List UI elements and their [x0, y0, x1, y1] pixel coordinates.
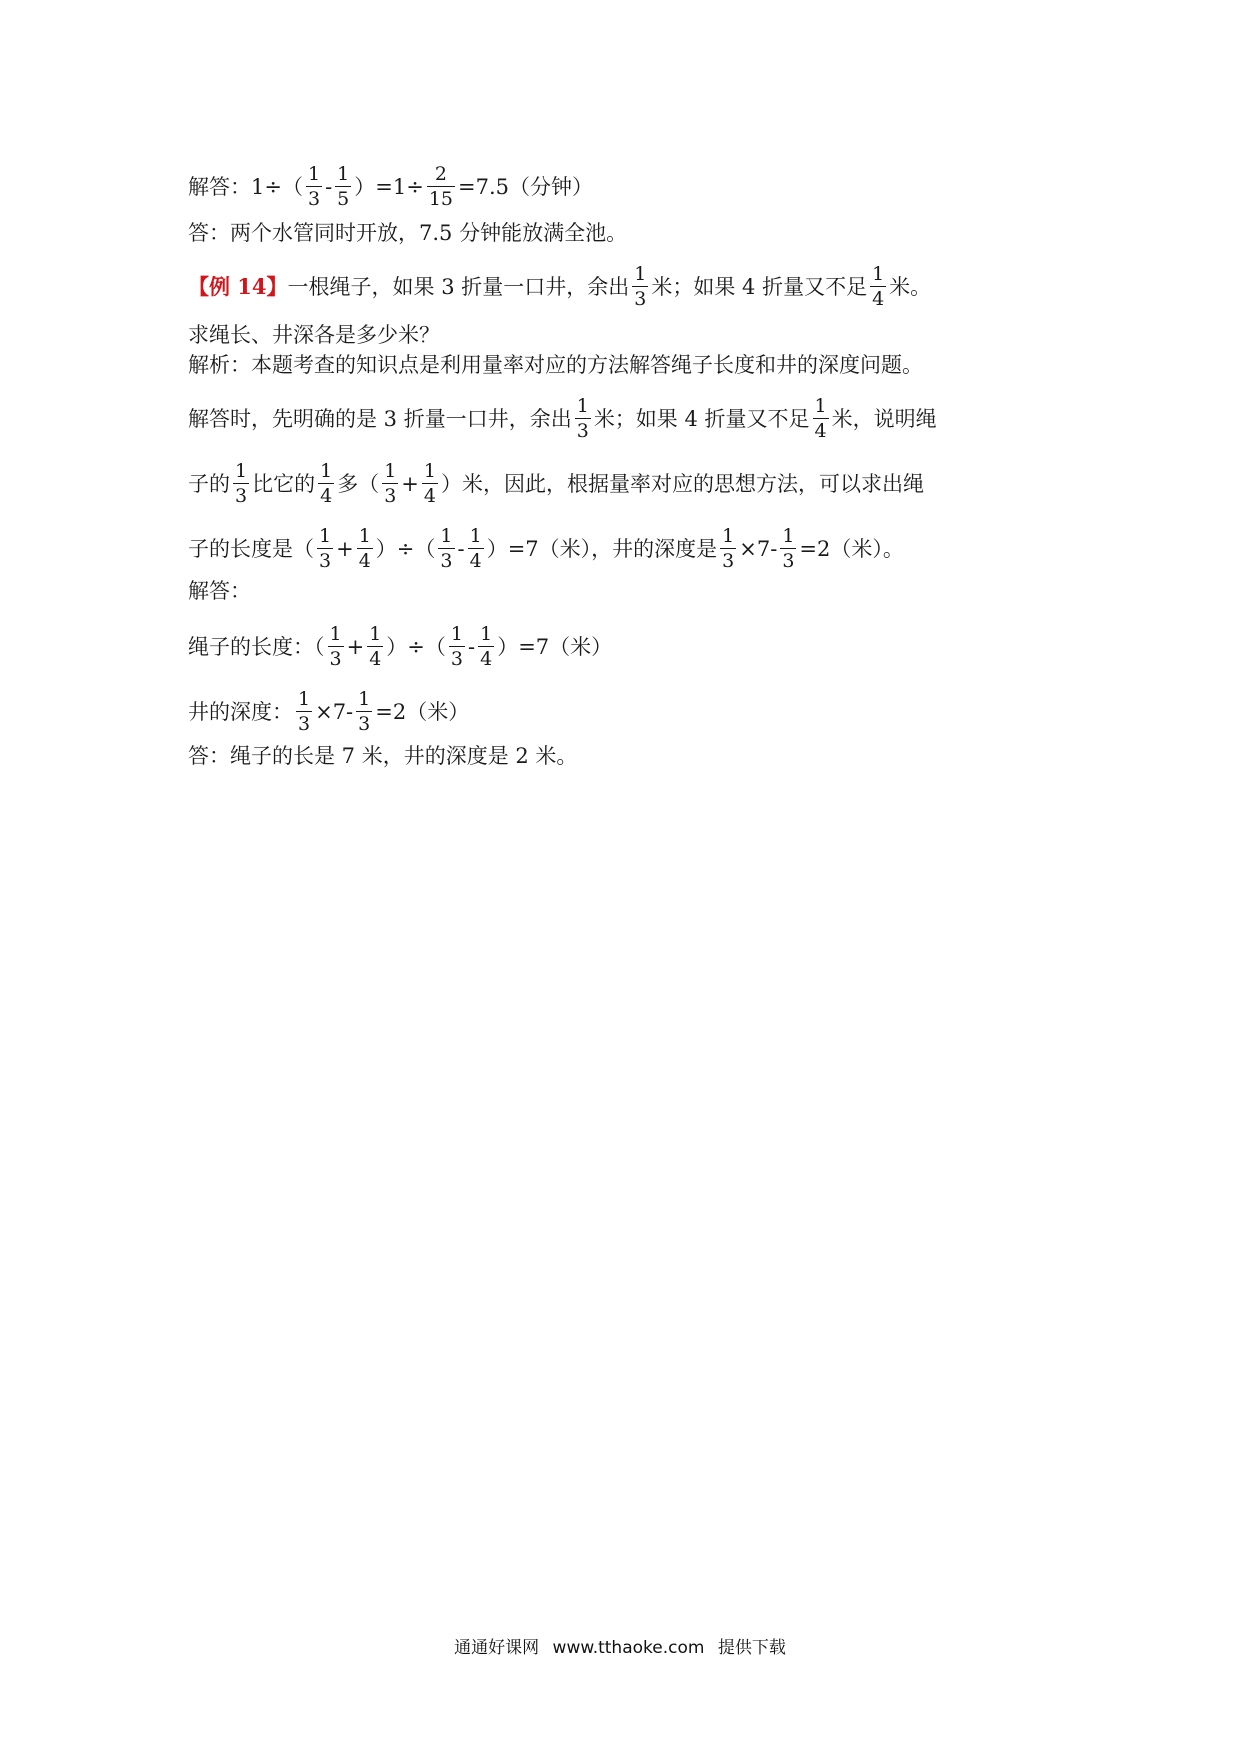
- text-segment: =2（米）。: [799, 537, 904, 561]
- fraction: [813, 394, 829, 443]
- fraction: [449, 622, 465, 671]
- numerator: 1: [358, 525, 371, 547]
- text-segment: ）÷（: [386, 635, 446, 659]
- denominator: 4: [369, 648, 382, 670]
- text-segment: 子的长度是（: [188, 537, 314, 561]
- denominator: 4: [814, 420, 827, 442]
- text-segment: +: [401, 472, 419, 496]
- fraction: [335, 162, 351, 211]
- fraction: [870, 262, 886, 311]
- analysis-line-3: [188, 461, 924, 510]
- denominator: 3: [358, 713, 371, 735]
- fraction: [382, 459, 398, 508]
- text-segment: 米，说明绳: [831, 407, 937, 431]
- text-segment: 多（: [337, 472, 380, 496]
- text-segment: ×7-: [315, 700, 354, 724]
- numerator: 1: [722, 525, 735, 547]
- text-segment: -: [325, 175, 333, 199]
- analysis-line-1: 解析：本题考查的知识点是利用量率对应的方法解答绳子长度和井的深度问题。: [188, 353, 923, 377]
- well-depth-line: [188, 689, 469, 738]
- example-tag: 【例 14】: [188, 274, 288, 299]
- denominator: 3: [307, 188, 321, 210]
- rope-length-line: [188, 624, 612, 673]
- numerator: 1: [423, 460, 436, 482]
- analysis-line-2: [188, 396, 937, 445]
- text-segment: ）=7（米）: [497, 635, 613, 659]
- fraction: [422, 459, 438, 508]
- numerator: 2: [434, 163, 447, 185]
- denominator: 15: [428, 188, 454, 210]
- denominator: 4: [872, 288, 885, 310]
- fraction: [357, 524, 373, 573]
- numerator: 1: [384, 460, 397, 482]
- text-segment: -: [468, 635, 476, 659]
- fraction: [427, 162, 455, 211]
- numerator: 1: [319, 525, 332, 547]
- final-answer-line: 答：绳子的长是 7 米，井的深度是 2 米。: [188, 744, 578, 768]
- text-segment: 绳子的长度：（: [188, 635, 325, 659]
- numerator: 1: [480, 623, 493, 645]
- numerator: 1: [469, 525, 482, 547]
- denominator: 5: [337, 188, 350, 210]
- denominator: 4: [480, 648, 493, 670]
- fraction: [575, 394, 591, 443]
- fraction: [632, 262, 648, 311]
- numerator: 1: [298, 688, 311, 710]
- footer-url[interactable]: www.tthaoke.com: [552, 1638, 705, 1658]
- numerator: 1: [782, 525, 795, 547]
- denominator: 3: [319, 550, 332, 572]
- fraction: [306, 162, 322, 211]
- numerator: 1: [329, 623, 342, 645]
- text-segment: 米；如果 4 折量又不足: [651, 275, 868, 299]
- page-footer: [0, 1633, 1240, 1658]
- solution-line-1: [188, 164, 593, 213]
- text-segment: +: [336, 537, 354, 561]
- text-segment: ）=7（米），井的深度是: [486, 537, 718, 561]
- numerator: 1: [307, 163, 321, 185]
- numerator: 1: [576, 395, 589, 417]
- numerator: 1: [235, 460, 248, 482]
- denominator: 3: [450, 648, 463, 670]
- numerator: 1: [320, 460, 333, 482]
- example-14-line: [188, 264, 931, 313]
- question-line: 求绳长、井深各是多少米？: [188, 323, 440, 347]
- footer-site-name: 通通好课网: [454, 1638, 540, 1658]
- text-segment: 米；如果 4 折量又不足: [593, 407, 810, 431]
- fraction: [296, 687, 312, 736]
- text-segment: 比它的: [252, 472, 316, 496]
- numerator: 1: [369, 623, 382, 645]
- answer-line-1: 答：两个水管同时开放，7.5 分钟能放满全池。: [188, 221, 628, 245]
- text-segment: 解答时，先明确的是 3 折量一口井，余出: [188, 407, 572, 431]
- fraction: [367, 622, 383, 671]
- denominator: 3: [298, 713, 311, 735]
- footer-suffix: 提供下载: [717, 1638, 786, 1658]
- fraction: [318, 459, 334, 508]
- denominator: 3: [329, 648, 342, 670]
- text-segment: 解答：1÷（: [188, 175, 303, 199]
- text-segment: ）=1÷: [354, 175, 424, 199]
- denominator: 4: [469, 550, 482, 572]
- text-segment: ）米，因此，根据量率对应的思想方法，可以求出绳: [440, 472, 924, 496]
- denominator: 3: [440, 550, 453, 572]
- text-segment: =7.5（分钟）: [458, 175, 594, 199]
- numerator: 1: [440, 525, 453, 547]
- denominator: 3: [235, 485, 248, 507]
- fraction: [468, 524, 484, 573]
- answer-label: 解答：: [188, 579, 251, 603]
- fraction: [317, 524, 333, 573]
- fraction: [356, 687, 372, 736]
- text-segment: 一根绳子，如果 3 折量一口井，余出: [287, 275, 630, 299]
- numerator: 1: [337, 163, 350, 185]
- text-segment: ）÷（: [375, 537, 436, 561]
- numerator: 1: [814, 395, 827, 417]
- text-segment: 子的: [188, 472, 230, 496]
- text-segment: 米。: [889, 275, 932, 299]
- denominator: 3: [634, 288, 647, 310]
- text-segment: =2（米）: [375, 700, 470, 724]
- denominator: 3: [782, 550, 795, 572]
- text-segment: -: [457, 537, 465, 561]
- fraction: [328, 622, 344, 671]
- numerator: 1: [358, 688, 371, 710]
- denominator: 4: [423, 485, 436, 507]
- denominator: 3: [722, 550, 735, 572]
- numerator: 1: [872, 263, 885, 285]
- text-segment: 井的深度：: [188, 700, 293, 724]
- fraction: [478, 622, 494, 671]
- denominator: 3: [576, 420, 589, 442]
- numerator: 1: [634, 263, 647, 285]
- denominator: 4: [358, 550, 371, 572]
- fraction: [720, 524, 736, 573]
- fraction: [438, 524, 454, 573]
- denominator: 3: [384, 485, 397, 507]
- fraction: [780, 524, 796, 573]
- fraction: [233, 459, 249, 508]
- analysis-line-4: [188, 526, 904, 575]
- text-segment: +: [346, 635, 365, 659]
- numerator: 1: [450, 623, 463, 645]
- text-segment: ×7-: [739, 537, 778, 561]
- denominator: 4: [320, 485, 333, 507]
